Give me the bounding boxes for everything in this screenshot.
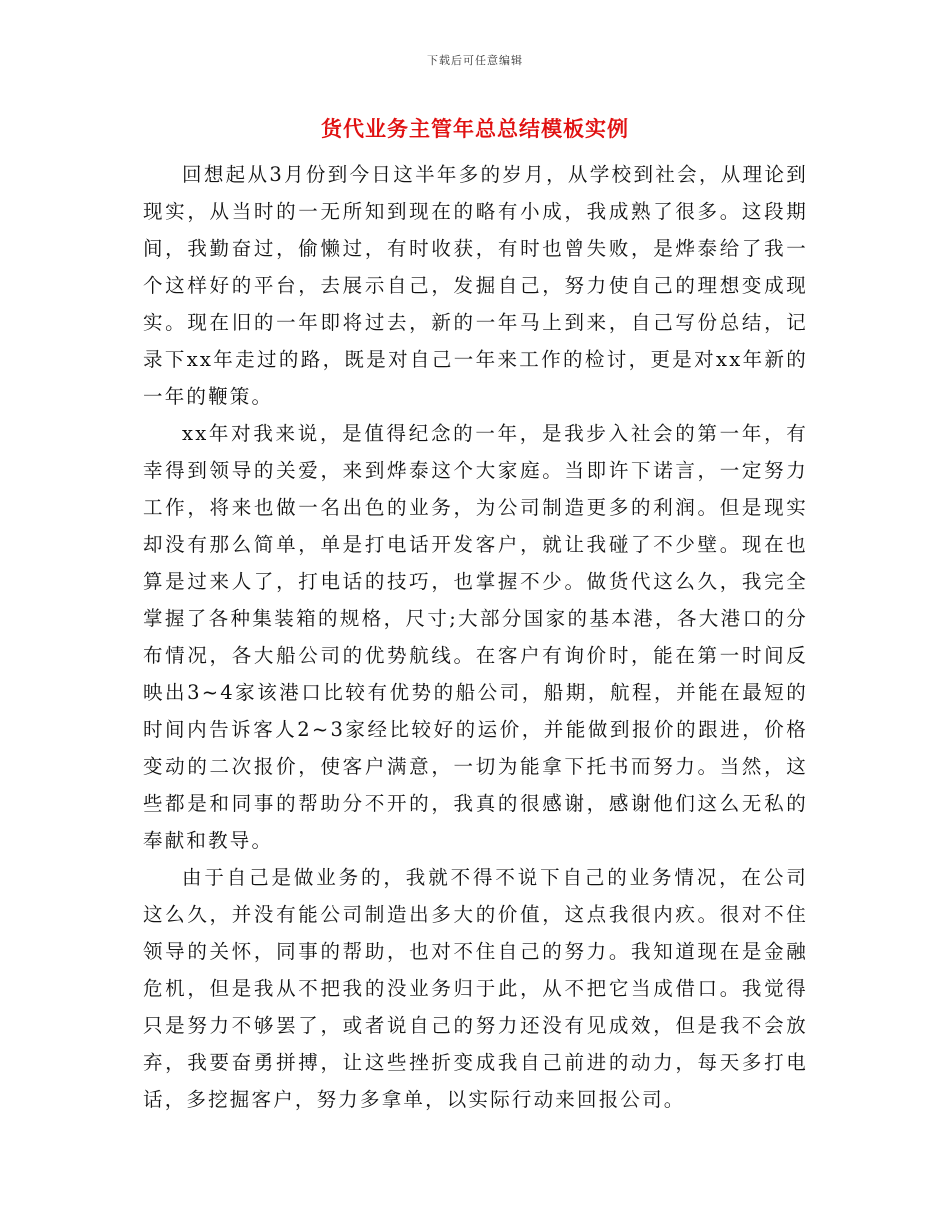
paragraph-2: xx年对我来说，是值得纪念的一年，是我步入社会的第一年，有幸得到领导的关爱，来到烨泰这个大家庭。当即许下诺言，一定努力工作，将来也做一名出色的业务，为公司制造更多的利润。但是现实却没有那么简单，单是打电话开发客户，就让我碰了不少壁。现在也算是过来人了，打电话的技巧，也掌握不少。做货代这么久，我完全掌握了各种集装箱的规格，尺寸;大部分国家的基本港，各大港口的分布情况，各大船公司的优势航线。在客户有询价时，能在第一时间反映出3~4家该港口比较有优势的船公司，船期，航程，并能在最短的时间内告诉客人2~3家经比较好的运价，并能做到报价的跟进，价格变动的二次报价，使客户满意，一切为能拿下托书而努力。当然，这些都是和同事的帮助分不开的，我真的很感谢，感谢他们这么无私的奉献和教导。 xyxy=(143,422,808,852)
document-title: 货代业务主管年总总结模板实例 xyxy=(321,117,629,141)
paragraph-3: 由于自己是做业务的，我就不得不说下自己的业务情况，在公司这么久，并没有能公司制造出多大的价值，这点我很内疚。很对不住领导的关怀，同事的帮助，也对不住自己的努力。我知道现在是金融危机，但是我从不把我的没业务归于此，从不把它当成借口。我觉得只是努力不够罢了，或者说自己的努力还没有见成效，但是我不会放弃，我要奋勇拼搏，让这些挫折变成我自己前进的动力，每天多打电话，多挖掘客户，努力多拿单，以实际行动来回报公司。 xyxy=(143,866,808,1111)
page-header-note: 下载后可任意编辑 xyxy=(427,54,523,67)
document-body xyxy=(143,156,808,1118)
paragraph-1: 回想起从3月份到今日这半年多的岁月，从学校到社会，从理论到现实，从当时的一无所知到现在的略有小成，我成熟了很多。这段期间，我勤奋过，偷懒过，有时收获，有时也曾失败，是烨泰给了我一个这样好的平台，去展示自己，发掘自己，努力使自己的理想变成现实。现在旧的一年即将过去，新的一年马上到来，自己写份总结，记录下xx年走过的路，既是对自己一年来工作的检讨，更是对xx年新的一年的鞭策。 xyxy=(143,163,808,408)
